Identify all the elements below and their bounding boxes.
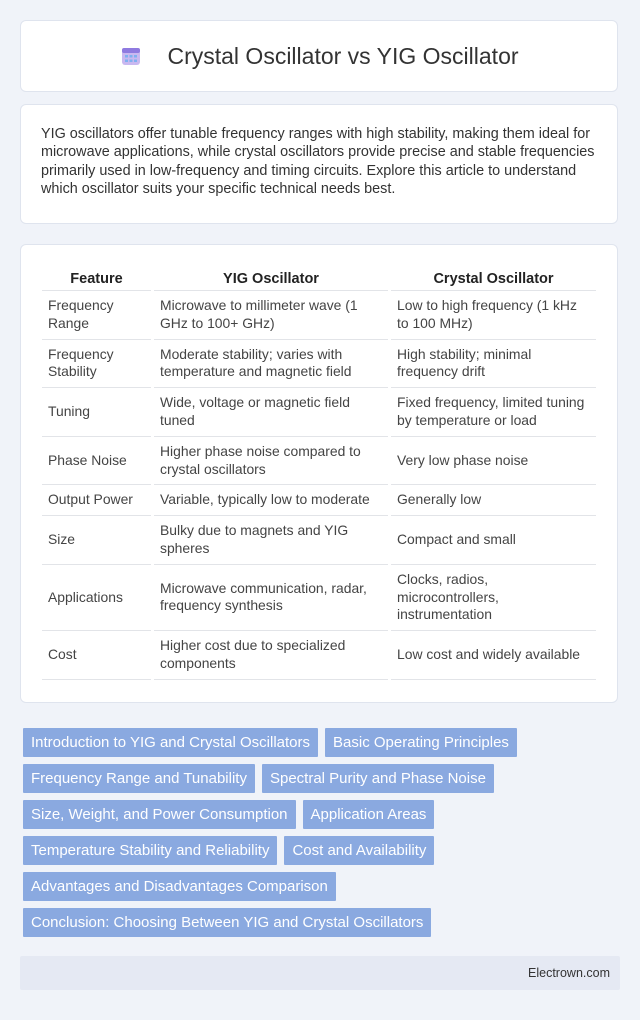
calendar-grid-icon <box>119 44 143 68</box>
table-row <box>42 340 596 389</box>
topic-tag-link[interactable]: Spectral Purity and Phase Noise <box>262 764 494 793</box>
table-row <box>42 565 596 631</box>
comparison-table <box>39 267 599 680</box>
tag-row <box>23 764 603 793</box>
tag-row <box>23 800 603 829</box>
cell-yig: Variable, typically low to moderate <box>154 485 388 516</box>
table-header-row <box>42 267 596 291</box>
topic-tag-link[interactable]: Frequency Range and Tunability <box>23 764 255 793</box>
cell-feature: Output Power <box>42 485 151 516</box>
cell-feature: Size <box>42 516 151 565</box>
topic-tag-link[interactable]: Application Areas <box>303 800 435 829</box>
header-yig: YIG Oscillator <box>154 267 388 291</box>
tag-row <box>23 836 603 865</box>
intro-text: YIG oscillators offer tunable frequency ranges with high stability, making them ideal for microwave applications, while crystal oscillators provide precise and stable frequencies primarily used in low-frequency and timing circuits. Explore this article to understand which oscillator suits your specific technical needs best. <box>41 126 595 198</box>
cell-crystal: Very low phase noise <box>391 437 596 486</box>
topic-tags <box>23 728 603 944</box>
header-feature: Feature <box>42 267 151 291</box>
topic-tag-link[interactable]: Advantages and Disadvantages Comparison <box>23 872 336 901</box>
cell-yig: Wide, voltage or magnetic field tuned <box>154 388 388 437</box>
cell-yig: Microwave to millimeter wave (1 GHz to 100+ GHz) <box>154 291 388 340</box>
cell-yig: Moderate stability; varies with temperature and magnetic field <box>154 340 388 389</box>
header-crystal: Crystal Oscillator <box>391 267 596 291</box>
topic-tag-link[interactable]: Conclusion: Choosing Between YIG and Crystal Oscillators <box>23 908 431 937</box>
footer <box>20 956 620 990</box>
cell-yig: Higher cost due to specialized components <box>154 631 388 680</box>
table-row <box>42 388 596 437</box>
cell-yig: Bulky due to magnets and YIG spheres <box>154 516 388 565</box>
cell-crystal: Low cost and widely available <box>391 631 596 680</box>
cell-crystal: High stability; minimal frequency drift <box>391 340 596 389</box>
topic-tag-link[interactable]: Temperature Stability and Reliability <box>23 836 277 865</box>
topic-tag-link[interactable]: Cost and Availability <box>284 836 434 865</box>
cell-feature: Cost <box>42 631 151 680</box>
topic-tag-link[interactable]: Basic Operating Principles <box>325 728 517 757</box>
cell-crystal: Generally low <box>391 485 596 516</box>
table-row <box>42 291 596 340</box>
tag-row <box>23 908 603 937</box>
tag-row <box>23 872 603 901</box>
topic-tag-link[interactable]: Introduction to YIG and Crystal Oscillators <box>23 728 318 757</box>
page-title <box>119 43 518 70</box>
footer-text: Electrown.com <box>528 966 610 980</box>
cell-yig: Microwave communication, radar, frequency synthesis <box>154 565 388 631</box>
table-row <box>42 485 596 516</box>
page-title-text: Crystal Oscillator vs YIG Oscillator <box>167 42 519 69</box>
tag-row <box>23 728 603 757</box>
intro-card <box>20 104 618 224</box>
cell-crystal: Compact and small <box>391 516 596 565</box>
cell-feature: Frequency Range <box>42 291 151 340</box>
topic-tag-link[interactable]: Size, Weight, and Power Consumption <box>23 800 296 829</box>
table-row <box>42 631 596 680</box>
title-card <box>20 20 618 92</box>
cell-crystal: Low to high frequency (1 kHz to 100 MHz) <box>391 291 596 340</box>
cell-yig: Higher phase noise compared to crystal oscillators <box>154 437 388 486</box>
comparison-table-card <box>20 244 618 703</box>
table-row <box>42 516 596 565</box>
cell-feature: Applications <box>42 565 151 631</box>
cell-feature: Phase Noise <box>42 437 151 486</box>
cell-crystal: Fixed frequency, limited tuning by temperature or load <box>391 388 596 437</box>
cell-crystal: Clocks, radios, microcontrollers, instrumentation <box>391 565 596 631</box>
cell-feature: Tuning <box>42 388 151 437</box>
table-row <box>42 437 596 486</box>
cell-feature: Frequency Stability <box>42 340 151 389</box>
